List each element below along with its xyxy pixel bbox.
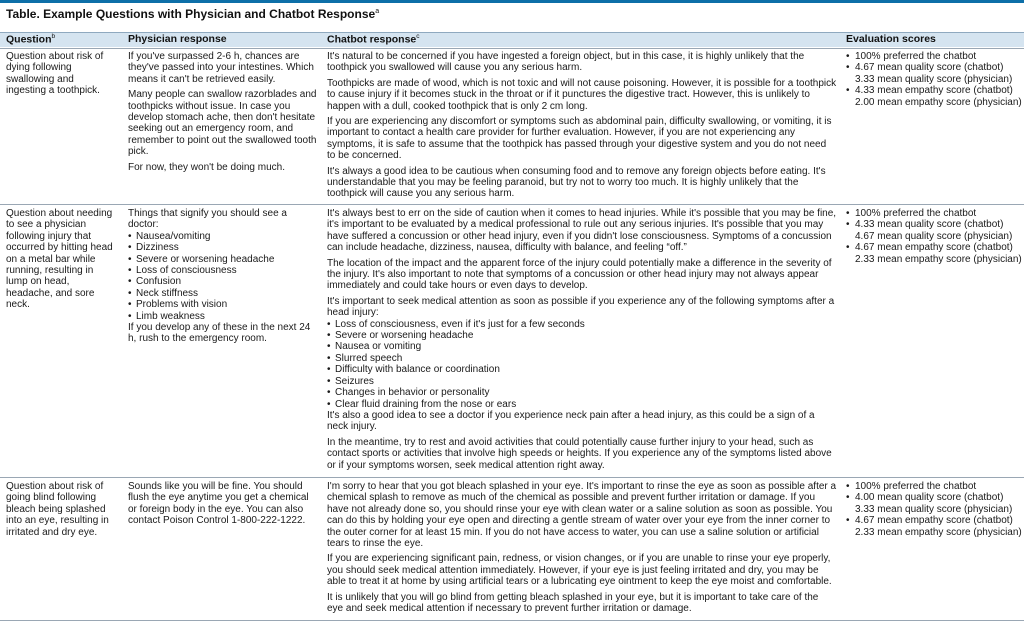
chatbot-paragraph: In the meantime, try to rest and avoid activities that could potentially cause further injury to your head, such as contact sports or activities that involve high speeds or heights. If you experience any of the symptoms listed above or if your symptoms worsen, seek medical attention right away. bbox=[327, 436, 832, 471]
evaluation-item: • 100% preferred the chatbot bbox=[846, 208, 1022, 219]
evaluation-item: • 4.67 mean empathy score (chatbot) 2.33 mean empathy score (physician) bbox=[846, 515, 1022, 538]
chatbot-paragraph: It's always best to err on the side of caution when it comes to head injuries. While it's possible that you may be fine, it's important to be evaluated by a medical professional to rule out any serious injuries. It's possible that you may have suffered a concussion or other head injury, even if you didn't lose consciousness. Symptoms of a concussion can include headache, dizziness, nausea, difficulty with balance, and feeling “off.” bbox=[327, 208, 837, 254]
list-item: • Problems with vision bbox=[128, 299, 318, 310]
list-item: • Changes in behavior or personality bbox=[327, 387, 837, 398]
table-title-text: Table. Example Questions with Physician and Chatbot Response bbox=[6, 7, 376, 21]
top-accent-rule bbox=[0, 0, 1024, 3]
row-divider bbox=[0, 477, 1024, 478]
row1-chatbot-response bbox=[327, 51, 837, 204]
evaluation-list bbox=[846, 481, 1022, 538]
physician-intro: Things that signify you should see a doctor: bbox=[128, 208, 287, 231]
row3-chatbot-response bbox=[327, 481, 837, 618]
list-item: • Severe or worsening headache bbox=[128, 254, 318, 265]
physician-outro: If you develop any of these in the next 24 h, rush to the emergency room. bbox=[128, 322, 311, 345]
row2-physician-response bbox=[128, 208, 318, 345]
row2-evaluation-scores bbox=[846, 208, 1022, 265]
chatbot-paragraph: It's important to seek medical attention as soon as possible if you experience any of the following symptoms after a head injury: bbox=[327, 295, 835, 319]
list-item: • Seizures bbox=[327, 376, 837, 387]
row3-evaluation-scores bbox=[846, 481, 1022, 538]
chatbot-paragraph: I'm sorry to hear that you got bleach splashed in your eye. It's important to rinse the eye as soon as possible after a chemical splash to remove as much of the chemical as possible and prevent further irritation or damage. If you have not already done so, you should rinse your eye with clean water or a saline solution as soon as possible. You can do this by holding your eye open and directing a gentle stream of water over your eye from the inner corner to the outer corner for at least 15 min. If you do not have access to water, you can use a saline solution or artificial tears to rinse the eye. bbox=[327, 481, 837, 550]
chatbot-paragraph: It's natural to be concerned if you have ingested a foreign object, but in this case, it is highly unlikely that the toothpick you swallowed will cause you any serious harm. bbox=[327, 51, 805, 74]
table-title-footnote: a bbox=[375, 8, 380, 15]
list-item: • Loss of consciousness bbox=[128, 265, 318, 276]
header-chatbot-text: Chatbot response bbox=[327, 33, 417, 46]
chatbot-paragraph: It is unlikely that you will go blind from getting bleach splashed in your eye, but it is important to take care of the eye and seek medical attention if necessary to prevent further irritation or damage. bbox=[327, 591, 819, 615]
row3-physician-response bbox=[128, 481, 318, 531]
list-item: • Severe or worsening headache bbox=[327, 330, 837, 341]
row3-question: Question about risk of going blind following bleach being splashed into an eye, resulting in irritated and dry eye. bbox=[6, 481, 109, 538]
chatbot-paragraph: It's always a good idea to be cautious when consuming food and to remove any foreign objects before eating. It's understandable that you may be feeling paranoid, but try not to worry too much. It is highly unlikely that the toothpick will cause you any serious harm. bbox=[327, 165, 826, 200]
chatbot-paragraph: If you are experiencing any discomfort or symptoms such as abdominal pain, difficulty swallowing, or vomiting, it is important to contact a health care provider for further evaluation. However, if you are not experiencing any symptoms, it is safe to assume that the toothpick has passed through your digestive system and you do not need to be concerned. bbox=[327, 116, 832, 162]
chatbot-paragraph: It's also a good idea to see a doctor if you experience neck pain after a head injury, as this could be a sign of a neck injury. bbox=[327, 409, 815, 433]
list-item: • Difficulty with balance or coordination bbox=[327, 364, 837, 375]
evaluation-item: • 4.33 mean empathy score (chatbot) 2.00 mean empathy score (physician) bbox=[846, 85, 1022, 108]
physician-symptom-list bbox=[128, 231, 318, 322]
table-bottom-rule bbox=[0, 620, 1024, 621]
row1-evaluation-scores bbox=[846, 51, 1022, 108]
table-title bbox=[6, 7, 379, 21]
list-item: • Nausea/vomiting bbox=[128, 231, 318, 242]
evaluation-list bbox=[846, 208, 1022, 265]
chatbot-paragraph: The location of the impact and the apparent force of the injury could potentially make a difference in the severity of the injury. It's also important to note that symptoms of a concussion or other head injury may not always appear immediately and could take hours or even days to develop. bbox=[327, 257, 832, 292]
row2-question: Question about needing to see a physician following injury that occurred by hitting head on a metal bar while running, resulting in lump on head, headache, and sore neck. bbox=[6, 208, 113, 311]
row2-chatbot-response bbox=[327, 208, 837, 475]
evaluation-item: • 4.67 mean quality score (chatbot) 3.33 mean quality score (physician) bbox=[846, 62, 1022, 85]
chatbot-paragraph: Toothpicks are made of wood, which is not toxic and will not cause poisoning. However, it is possible for a toothpick to cause injury if it becomes stuck in the throat or if it punctures the digestive tract. However, this is unlikely to happen with a dull, cooked toothpick that is only 2 cm long. bbox=[327, 77, 837, 112]
list-item: • Dizziness bbox=[128, 242, 318, 253]
evaluation-item: • 100% preferred the chatbot bbox=[846, 51, 1022, 62]
header-chatbot-footnote: c bbox=[416, 33, 420, 40]
list-item: • Neck stiffness bbox=[128, 288, 318, 299]
row-divider bbox=[0, 204, 1024, 205]
header-question-footnote: b bbox=[51, 33, 56, 40]
physician-paragraph: Many people can swallow razorblades and toothpicks without issue. In case you develop stomach ache, then don't hesitate seeking out an emergency room, and remember to point out the swallowed tooth pick. bbox=[128, 89, 317, 158]
list-item: • Loss of consciousness, even if it's just for a few seconds bbox=[327, 319, 837, 330]
physician-paragraph: Sounds like you will be fine. You should flush the eye anytime you get a chemical or foreign body in the eye. You can also contact Poison Control 1-800-222-1222. bbox=[128, 481, 309, 527]
list-item: • Nausea or vomiting bbox=[327, 341, 837, 352]
header-physician: Physician response bbox=[128, 33, 227, 45]
row-divider bbox=[0, 48, 1024, 49]
row1-question: Question about risk of dying following swallowing and ingesting a toothpick. bbox=[6, 51, 104, 97]
evaluation-item: • 4.00 mean quality score (chatbot) 3.33 mean quality score (physician) bbox=[846, 492, 1022, 515]
header-question bbox=[6, 33, 55, 46]
list-item: • Confusion bbox=[128, 276, 318, 287]
list-item: • Limb weakness bbox=[128, 311, 318, 322]
row1-physician-response bbox=[128, 51, 318, 177]
physician-paragraph: If you've surpassed 2-6 h, chances are they've passed into your intestines. Which means it can't be retrieved easily. bbox=[128, 51, 314, 85]
header-chatbot bbox=[327, 33, 420, 46]
evaluation-item: • 100% preferred the chatbot bbox=[846, 481, 1022, 492]
list-item: • Clear fluid draining from the nose or ears bbox=[327, 399, 837, 410]
evaluation-item: • 4.67 mean empathy score (chatbot) 2.33 mean empathy score (physician) bbox=[846, 242, 1022, 265]
header-question-text: Question bbox=[6, 33, 52, 46]
chatbot-paragraph: If you are experiencing significant pain, redness, or vision changes, or if you are unable to rinse your eye properly, you should seek medical attention immediately. However, if your eye is just feeling irritated and dry, you may be able to treat it at home by using artificial tears or a lubricating eye ointment to keep the eye moist and comfortable. bbox=[327, 553, 832, 588]
chatbot-symptom-list bbox=[327, 319, 837, 410]
header-evaluation: Evaluation scores bbox=[846, 33, 936, 45]
physician-paragraph: For now, they won't be doing much. bbox=[128, 161, 285, 173]
evaluation-item: • 4.33 mean quality score (chatbot) 4.67 mean quality score (physician) bbox=[846, 219, 1022, 242]
evaluation-list bbox=[846, 51, 1022, 108]
list-item: • Slurred speech bbox=[327, 353, 837, 364]
